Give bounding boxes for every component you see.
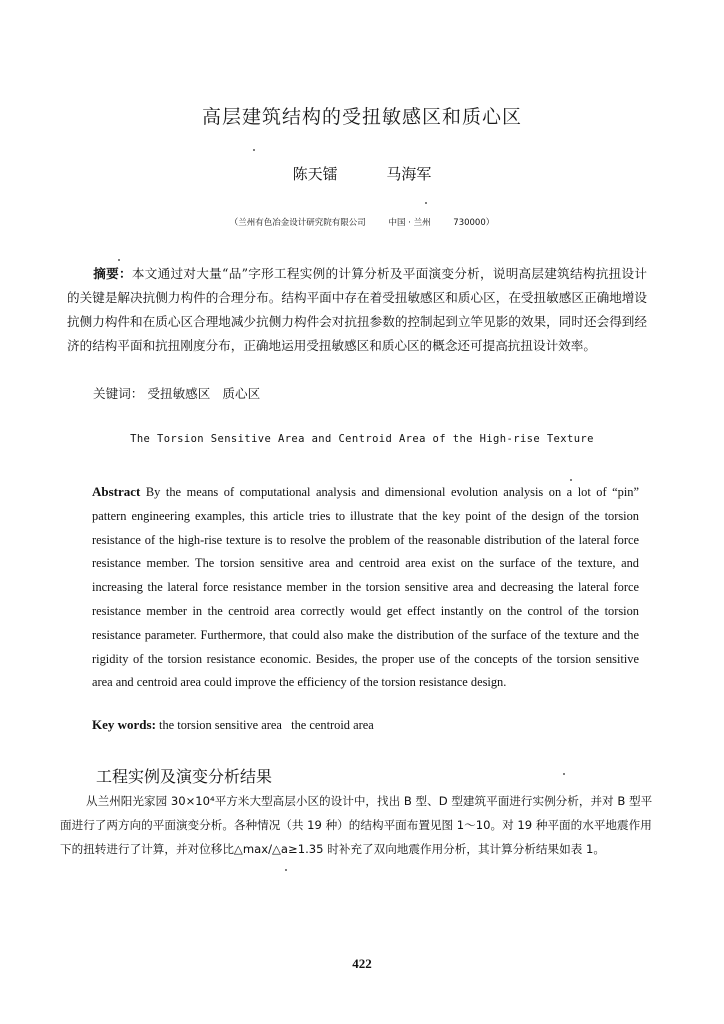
scan-speck [425,202,427,204]
scan-speck [253,149,255,151]
affiliation-location: 中国 · 兰州 [388,218,431,228]
author-list [0,163,724,184]
affiliation [0,216,724,228]
abstract-cn-text: 本文通过对大量“品”字形工程实例的计算分析及平面演变分析，说明高层建筑结构抗扭设计的关键是解决抗侧力构件的合理分布。结构平面中存在着受扭敏感区和质心区，在受扭敏感区正确地增设抗侧力构件和在质心区合理地减少抗侧力构件会对抗扭参数的控制起到立竿见影的效果，同时还会得到经济的结构平面和抗扭刚度分布，正确地运用受扭敏感区和质心区的概念还可提高抗扭设计效率。 [67,266,647,353]
keyword-en: the torsion sensitive area [159,718,282,732]
scan-speck [563,773,565,775]
abstract-en-label: Abstract [92,484,141,499]
keyword-cn: 受扭敏感区 [147,386,211,401]
keyword-en: the centroid area [291,718,374,732]
page-number: 422 [352,956,372,971]
abstract-en [92,480,639,695]
keyword-cn: 质心区 [222,386,261,401]
section-paragraph-text: 从兰州阳光家园 30×10⁴平方米大型高层小区的设计中，找出 B 型、D 型建筑平面进行实例分析，并对 B 型平面进行了两方向的平面演变分析。各种情况（共 19 种）的结构平面布置见图 1～10。对 19 种平面的水平地震作用下的扭转进行了计算，并对位移比△max/△a≥1.35 时补充了双向地震作用分析，其计算分析结果如表 1。 [60,794,653,856]
scan-speck [285,869,287,871]
abstract-cn-label: 摘要： [93,266,132,281]
paper-title-cn: 高层建筑结构的受扭敏感区和质心区 [201,106,522,128]
keywords-cn-label: 关键词： [93,386,144,401]
keywords-en [92,717,374,733]
author-name: 陈天镭 [292,165,338,183]
scan-speck [118,259,120,261]
paper-title-en: The Torsion Sensitive Area and Centroid Area of the High-rise Texture [130,433,594,445]
abstract-en-text: By the means of computational analysis and dimensional evolution analysis on a lot of “pin” pattern engineering examples, this article tries to illustrate that the key point of the design of the torsion resistance of the high-rise texture is to resolve the problem of the reasonable distribution of the lateral force resistance member. The torsion sensitive area and centroid area exist on the surface of the texture, and increasing the lateral force resistance member in the torsion sensitive area and decreasing the lateral force resistance member in the centroid area correctly would get effect instantly on the control of the torsion resistance parameter. Furthermore, that could also make the distribution of the surface of the texture and the rigidity of the torsion resistance economic. Besides, the proper use of the concepts of the torsion sensitive area and centroid area could improve the efficiency of the torsion resistance design. [92,485,639,690]
section-paragraph [60,789,660,861]
keywords-cn [93,383,260,402]
affiliation-postcode: 730000） [453,218,495,228]
abstract-cn [67,262,647,358]
section-heading: 工程实例及演变分析结果 [96,767,273,786]
keywords-en-label: Key words: [92,717,156,732]
scan-speck [570,479,572,481]
affiliation-org: （兰州有色冶金设计研究院有限公司 [229,218,366,228]
author-name: 马海军 [386,165,432,183]
